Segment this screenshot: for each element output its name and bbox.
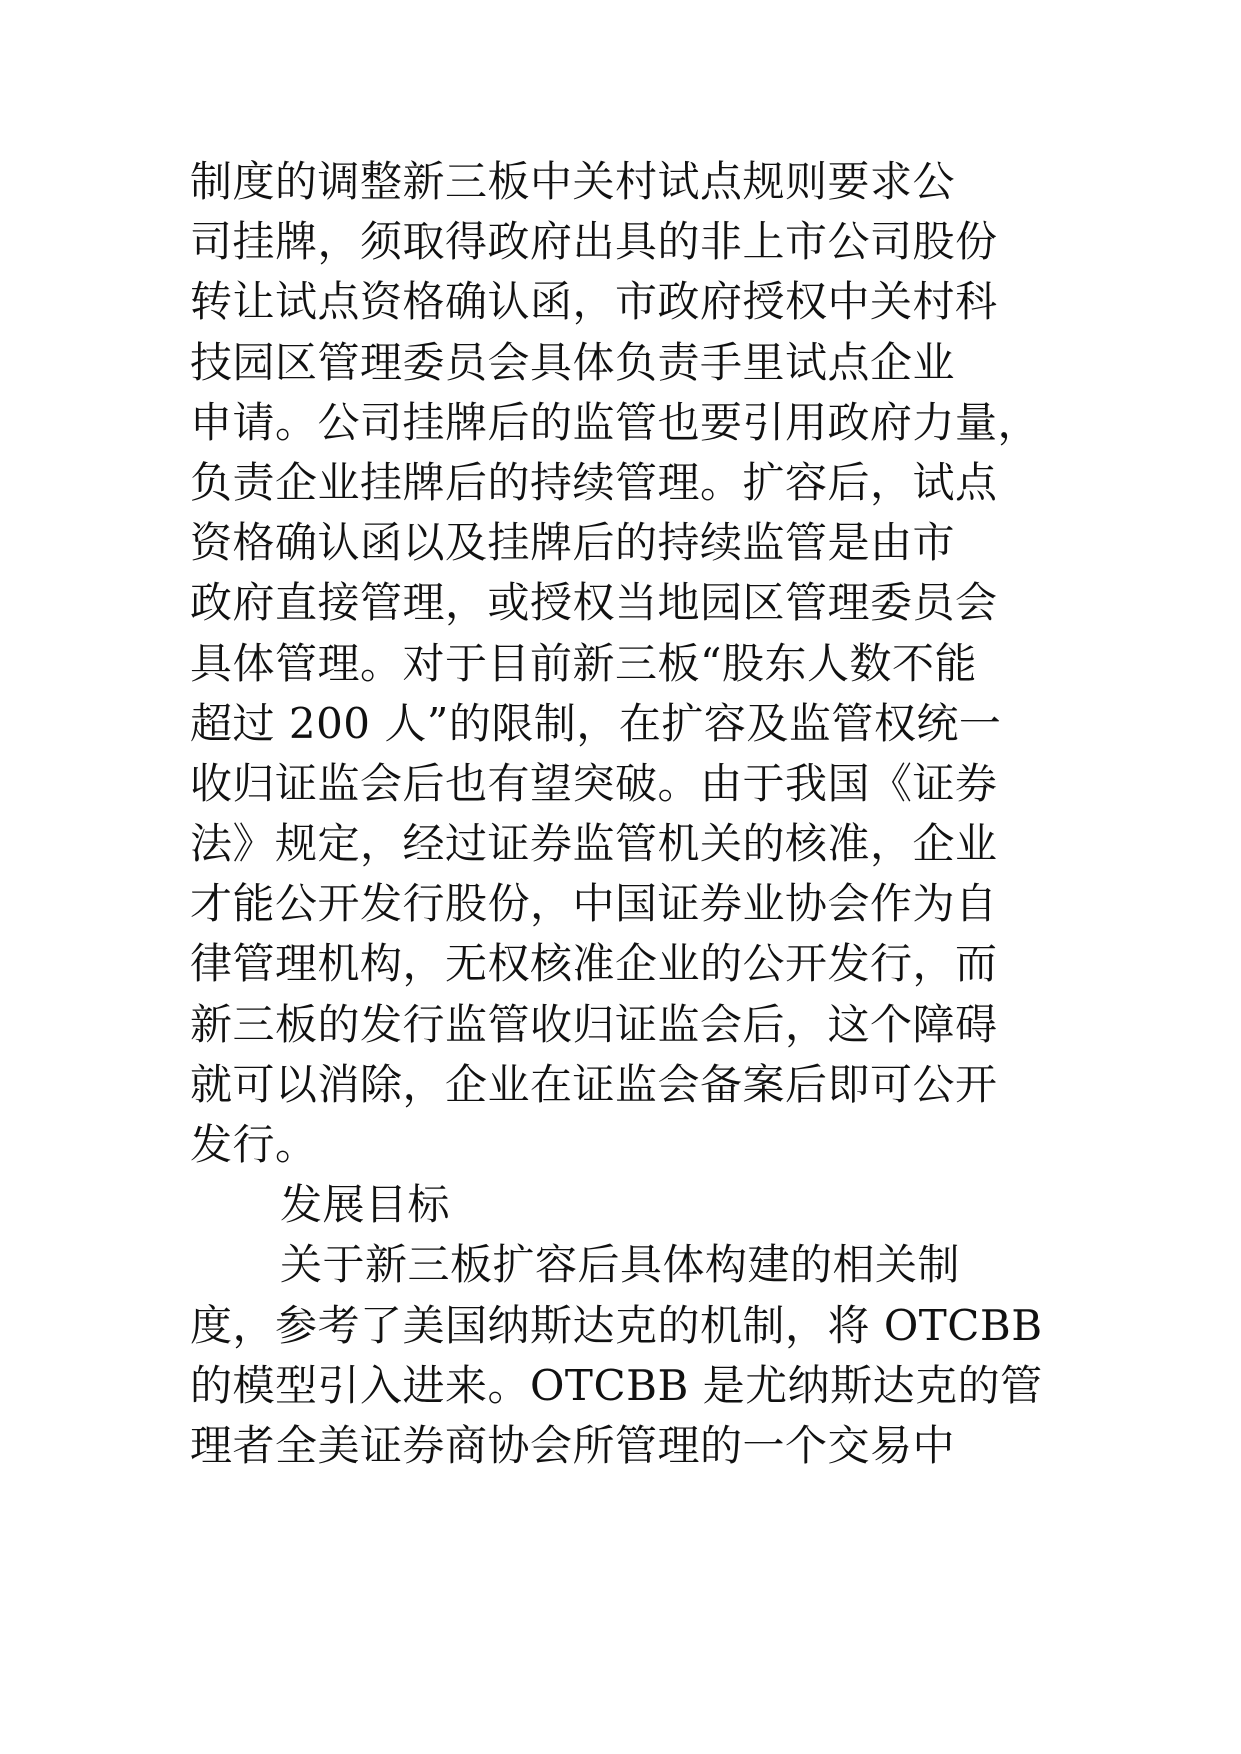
- text-line: 制度的调整新三板中关村试点规则要求公: [190, 157, 956, 206]
- text-line: 新三板的发行监管收归证监会后，这个障碍: [190, 999, 998, 1049]
- text-line: 超过 200 人”的限制，在扩容及监管权统一: [190, 698, 1002, 748]
- text-line: 才能公开发行股份，中国证券业协会作为自: [190, 879, 998, 929]
- text-line: 发行。: [190, 1120, 318, 1169]
- text-line: 资格确认函以及挂牌后的持续监管是由市: [190, 518, 956, 568]
- text-line: 就可以消除，企业在证监会备案后即可公开: [190, 1059, 998, 1109]
- text-line: 负责企业挂牌后的持续管理。扩容后，试点: [190, 457, 998, 507]
- text-line: 转让试点资格确认函，市政府授权中关村科: [190, 277, 998, 327]
- text-line: 法》规定，经过证券监管机关的核准，企业: [190, 819, 998, 869]
- text-line: 关于新三板扩容后具体构建的相关制: [280, 1240, 961, 1290]
- text-line: 的模型引入进来。OTCBB 是尤纳斯达克的管: [190, 1360, 1043, 1410]
- text-line: 具体管理。对于目前新三板“股东人数不能: [190, 638, 977, 688]
- text-line: 度，参考了美国纳斯达克的机制，将 OTCBB: [190, 1300, 1043, 1350]
- text-line: 申请。公司挂牌后的监管也要引用政府力量，: [190, 397, 1041, 447]
- text-line: 理者全美证券商协会所管理的一个交易中: [190, 1420, 956, 1470]
- body-text: [190, 152, 1070, 1476]
- text-line: 政府直接管理，或授权当地园区管理委员会: [190, 578, 998, 628]
- text-line: 收归证监会后也有望突破。由于我国《证券: [190, 758, 998, 808]
- text-line: 司挂牌，须取得政府出具的非上市公司股份: [190, 217, 998, 267]
- text-line: 律管理机构，无权核准企业的公开发行，而: [190, 939, 998, 989]
- section-heading: 发展目标: [280, 1180, 451, 1230]
- text-line: 技园区管理委员会具体负责手里试点企业: [190, 337, 956, 387]
